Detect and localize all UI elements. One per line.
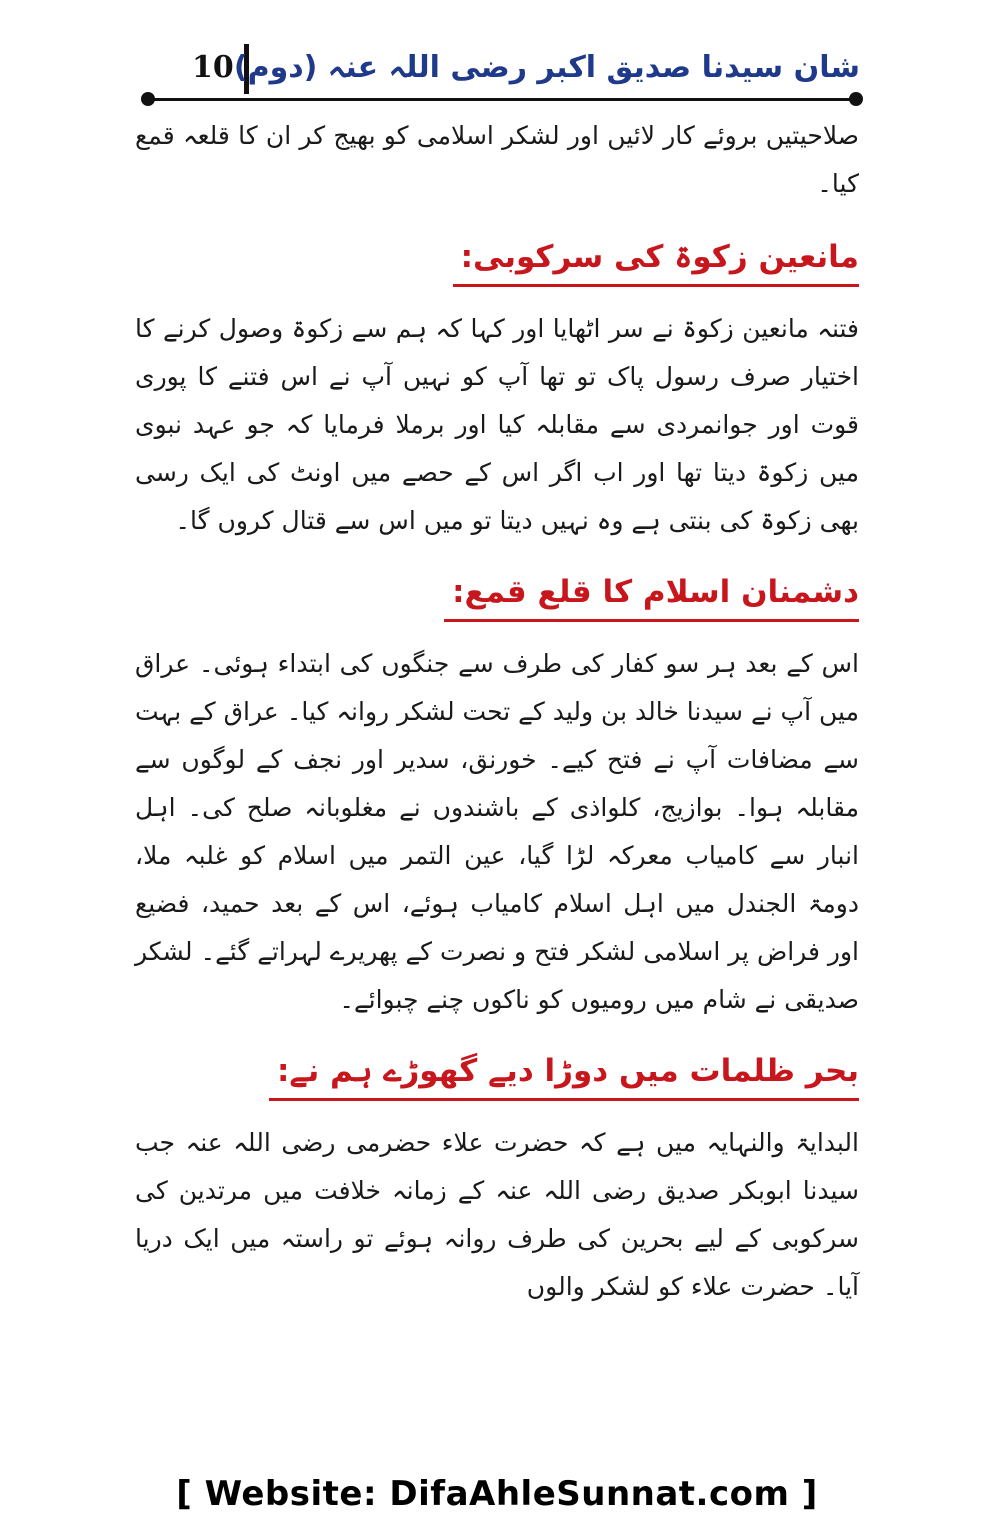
intro-paragraph: صلاحیتیں بروئے کار لائیں اور لشکر اسلامی کو بھیج کر ان کا قلعہ قمع کیا۔	[135, 121, 859, 198]
section-heading-wrap	[135, 567, 859, 622]
section-heading-sea: بحر ظلمات میں دوڑا دیے گھوڑے ہم نے:	[269, 1046, 859, 1101]
section-heading-enemies: دشمنان اسلام کا قلع قمع:	[444, 567, 859, 622]
rule-dot-left	[141, 92, 155, 106]
page-header	[140, 44, 860, 100]
section-body-sea: البدایۃ والنہایہ میں ہے کہ حضرت علاء حضرمی رضی اللہ عنہ جب سیدنا ابوبکر صدیق رضی اللہ عنہ کے زمانہ خلافت میں مرتدین کی سرکوبی کے لیے بحرین کی طرف روانہ ہوئے تو راستہ میں ایک دریا آیا۔ حضرت علاء کو لشکر والوں	[135, 1128, 859, 1301]
header-rule	[148, 98, 856, 101]
section-body-enemies: اس کے بعد ہر سو کفار کی طرف سے جنگوں کی ابتداء ہوئی۔ عراق میں آپ نے سیدنا خالد بن ولید کے تحت لشکر روانہ کیا۔ عراق کے بہت سے مضافات آپ نے فتح کیے۔ خورنق، سدیر اور نجف کے لوگوں سے مقابلہ ہوا۔ بوازیج، کلواذی کے باشندوں نے مغلوبانہ صلح کی۔ اہل انبار سے کامیاب معرکہ لڑا گیا، عین التمر میں اسلام کو غلبہ ملا، دومۃ الجندل میں اہل اسلام کامیاب ہوئے، اس کے بعد حمید، فضیع اور فراض پر اسلامی لشکر فتح و نصرت کے پھریرے لہراتے گئے۔ لشکر صدیقی نے شام میں رومیوں کو ناکوں چنے چبوائے۔	[135, 649, 859, 1014]
rule-dot-right	[849, 92, 863, 106]
page-number: 10	[192, 50, 234, 85]
section-heading-zakat: مانعین زکوۃ کی سرکوبی:	[453, 232, 859, 287]
section-heading-wrap	[135, 1046, 859, 1101]
website-footer: [ Website: DifaAhleSunnat.com ]	[176, 1474, 818, 1514]
page-content	[135, 112, 859, 1311]
section-body-zakat: فتنہ مانعین زکوۃ نے سر اٹھایا اور کہا کہ ہم سے زکوۃ وصول کرنے کا اختیار صرف رسول پاک تو تھا آپ کو نہیں آپ نے اس فتنے کا پوری قوت اور جوانمردی سے مقابلہ کیا اور برملا فرمایا کہ جو عہد نبوی میں زکوۃ دیتا تھا اور اب اگر اس کے حصے میں اونٹ کی ایک رسی بھی زکوۃ کی بنتی ہے وہ نہیں دیتا تو میں اس سے قتال کروں گا۔	[135, 314, 859, 535]
book-title: شان سیدنا صدیق اکبر رضی اللہ عنہ (دوم)	[233, 50, 860, 85]
section-heading-wrap	[135, 232, 859, 287]
